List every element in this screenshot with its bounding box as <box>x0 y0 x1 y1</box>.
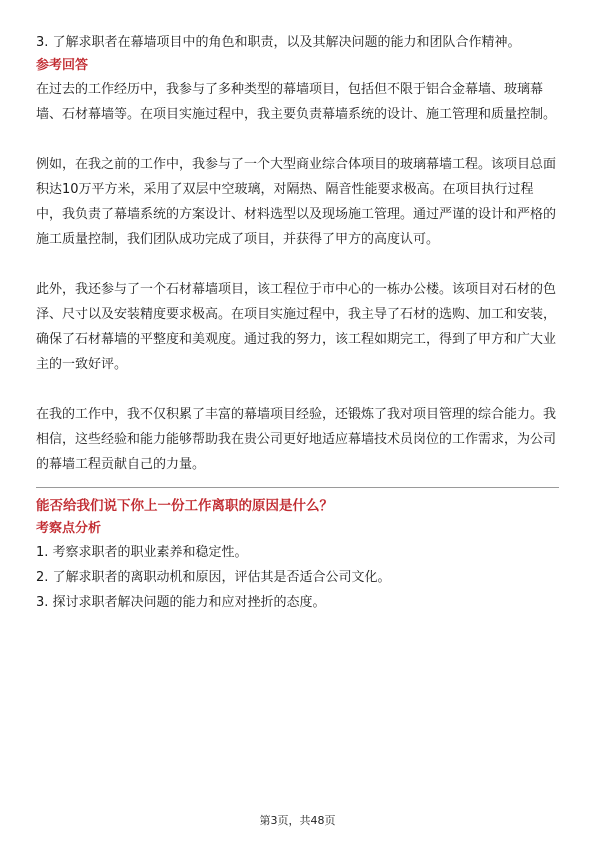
document-page <box>36 30 559 615</box>
question-heading: 能否给我们说下你上一份工作离职的原因是什么？ <box>36 498 333 514</box>
answer-heading: 参考回答 <box>36 58 89 73</box>
answer-paragraph-3: 此外，我还参与了一个石材幕墙项目，该工程位于市中心的一栋办公楼。该项目对石材的色泽、尺寸以及安装精度要求极高。在项目实施过程中，我主导了石材的选购、加工和安装，确保了石材幕墙的平整度和美观度。通过我的努力，该工程如期完工，得到了甲方和广大业主的一致好评。 <box>36 282 557 372</box>
analysis-item-2: 2. 了解求职者的离职动机和原因，评估其是否适合公司文化。 <box>36 570 391 585</box>
page-number-footer: 第3页，共48页 <box>259 814 336 827</box>
answer-paragraph-2: 例如，在我之前的工作中，我参与了一个大型商业综合体项目的玻璃幕墙工程。该项目总面积达10万平方米，采用了双层中空玻璃，对隔热、隔音性能要求极高。在项目执行过程中，我负责了幕墙系统的方案设计、材料选型以及现场施工管理。通过严谨的设计和严格的施工质量控制，我们团队成功完成了项目，并获得了甲方的高度认可。 <box>36 157 557 247</box>
previous-analysis-item: 3. 了解求职者在幕墙项目中的角色和职责，以及其解决问题的能力和团队合作精神。 <box>36 35 521 50</box>
analysis-item-1: 1. 考察求职者的职业素养和稳定性。 <box>36 545 248 560</box>
analysis-heading: 考察点分析 <box>36 521 102 536</box>
section-divider <box>36 487 559 488</box>
answer-paragraph-4: 在我的工作中，我不仅积累了丰富的幕墙项目经验，还锻炼了我对项目管理的综合能力。我相信，这些经验和能力能够帮助我在贵公司更好地适应幕墙技术员岗位的工作需求，为公司的幕墙工程贡献自己的力量。 <box>36 407 557 472</box>
answer-paragraph-1: 在过去的工作经历中，我参与了多种类型的幕墙项目，包括但不限于铝合金幕墙、玻璃幕墙、石材幕墙等。在项目实施过程中，我主要负责幕墙系统的设计、施工管理和质量控制。 <box>36 82 557 122</box>
analysis-item-3: 3. 探讨求职者解决问题的能力和应对挫折的态度。 <box>36 595 326 610</box>
